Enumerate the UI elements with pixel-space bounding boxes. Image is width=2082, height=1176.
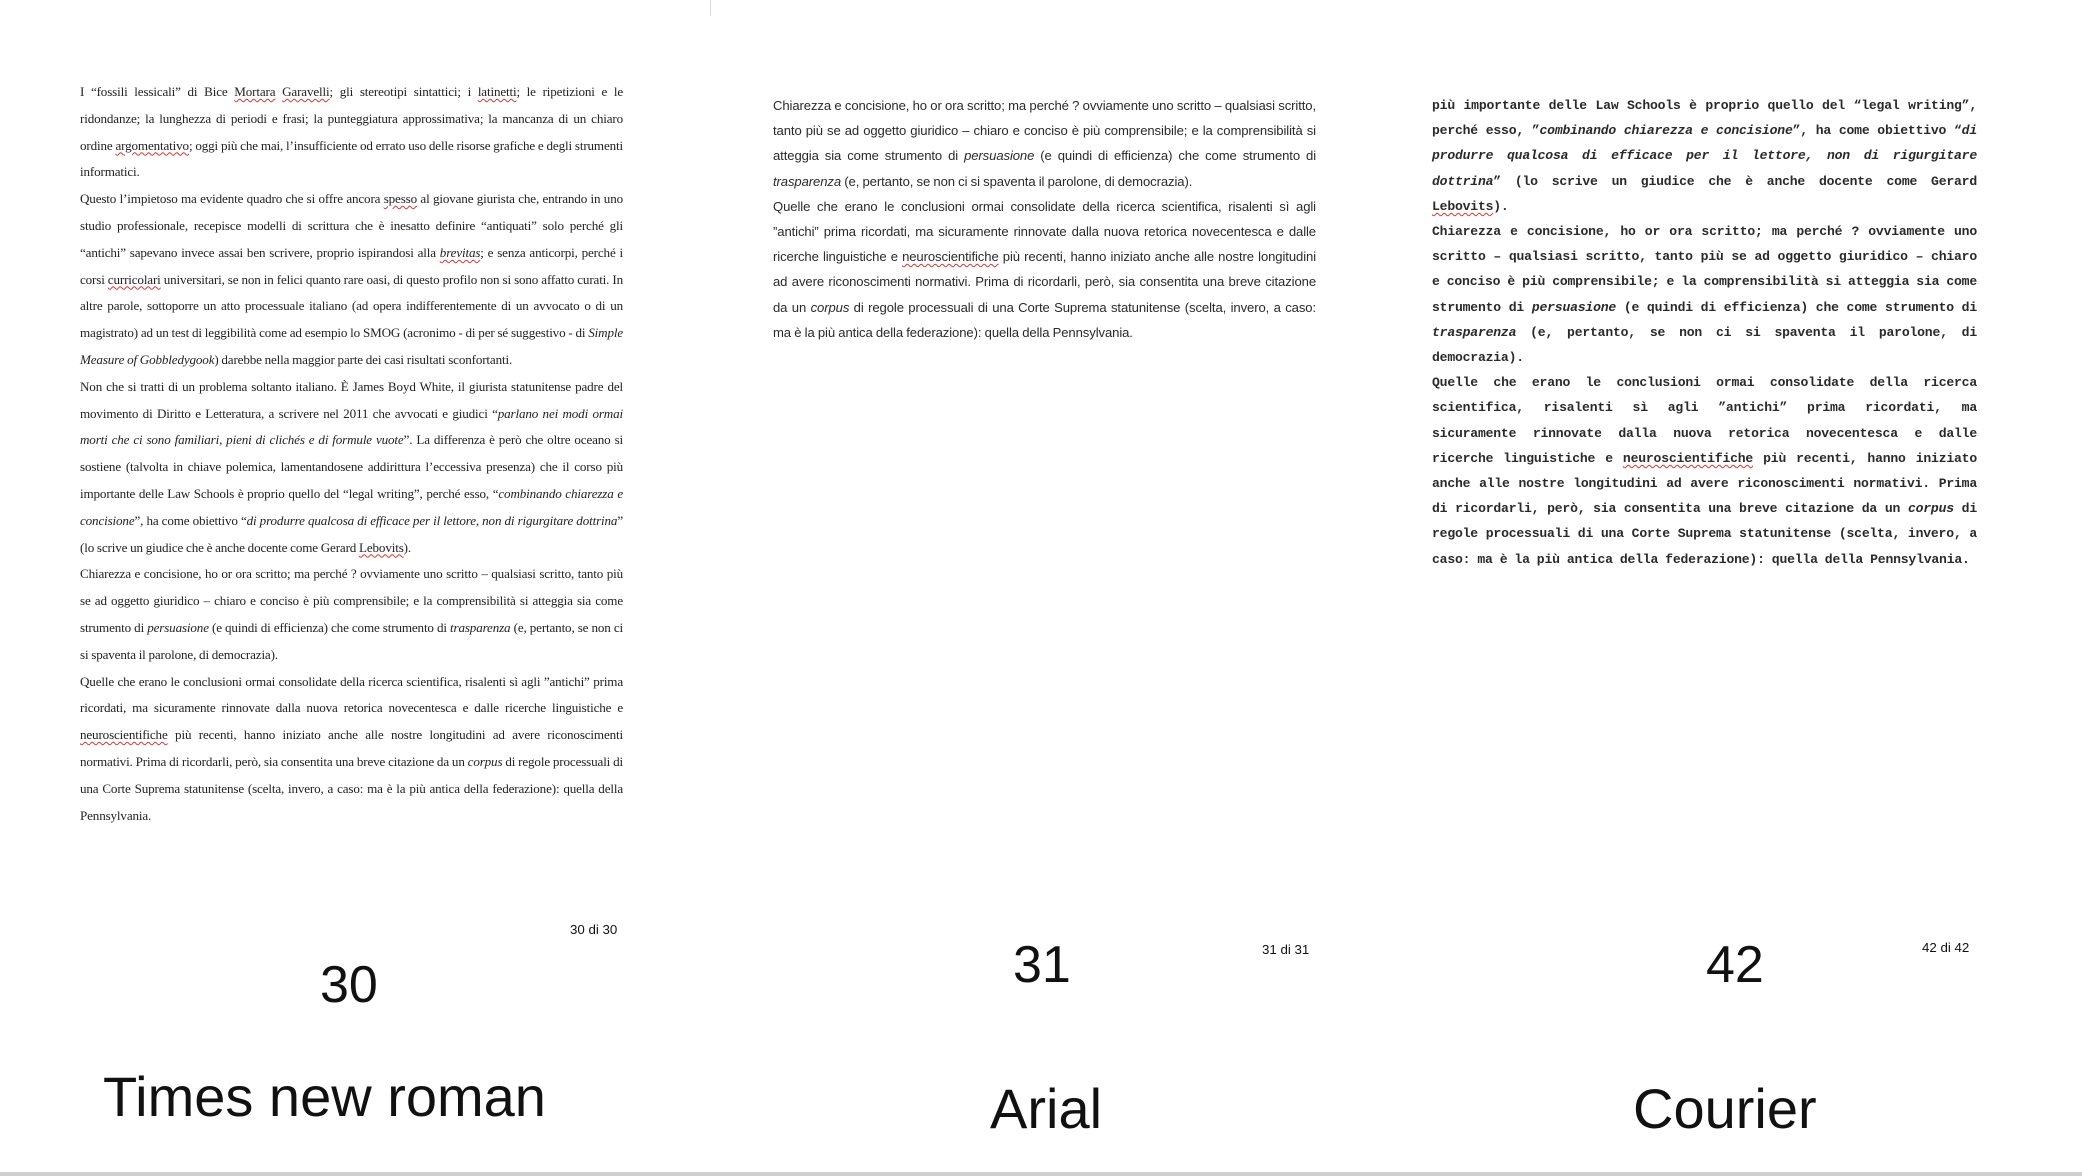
- spellcheck-flagged-word: brevitas: [439, 244, 481, 260]
- text-run: ”, ha come obiettivo “: [1792, 123, 1962, 139]
- italic-run: trasparenza: [450, 619, 511, 635]
- text-run: ”. La differenza è però che oltre oceano si sostiene (talvolta in chiave polemica, lamentandosene addirittura l’eccessiva presenza) che il corso più importante delle Law Schools è proprio quello del “legal writing”, perché esso, “: [80, 432, 624, 501]
- text-run: (e, pertanto, se non ci si spaventa il parolone, di democrazia).: [1432, 324, 1977, 366]
- spellcheck-flagged-word: Lebovits: [359, 539, 404, 555]
- spellcheck-flagged-word: latinetti: [477, 84, 517, 99]
- times-page-count: 30: [320, 956, 378, 1014]
- text-run: ; le ripetizioni e le ridondanze; la lunghezza di periodi e frasi; la punteggiatura approssimativa; la mancanza di un chiaro ordine: [80, 84, 623, 153]
- text-run: ).: [403, 539, 411, 555]
- bottom-scrollbar-track: [0, 1172, 2082, 1176]
- courier-page-count: 42: [1706, 936, 1764, 994]
- italic-run: corpus: [1907, 501, 1954, 517]
- italic-run: persuasione: [147, 619, 209, 635]
- text-run: Questo l’impietoso ma evidente quadro che si offre ancora: [80, 191, 384, 207]
- italic-run: trasparenza: [1432, 324, 1517, 340]
- text-run: più recenti, hanno iniziato anche alle nostre longitudini ad avere riconoscimenti normativi. Prima di ricordarli, però, sia consentita una breve citazione da un: [1432, 450, 1977, 517]
- courier-font-label: Courier: [1633, 1077, 1817, 1140]
- paragraph: [80, 669, 623, 830]
- spellcheck-flagged-word: neuroscientifiche: [902, 249, 999, 265]
- text-run: Quelle che erano le conclusioni ormai consolidate della ricerca scientifica, risalenti sì agli ”antichi” prima ricordati, ma sicuramente rinnovate dalla nuova retorica novecentesca e dalle ricerche linguistiche e: [1432, 375, 1977, 466]
- paragraph: [80, 374, 623, 562]
- arial-page-count: 31: [1013, 936, 1071, 994]
- text-run: (e quindi di efficienza) che come strumento di: [1034, 148, 1316, 164]
- text-run: di regole processuali di una Corte Suprema statunitense (scelta, invero, a caso: ma è la più antica della federazione): quella della Pennsylvania.: [773, 299, 1316, 340]
- paragraph: [1432, 219, 1977, 370]
- text-run: di regole processuali di una Corte Suprema statunitense (scelta, invero, a caso: ma è la più antica della federazione): quella della Pennsylvania.: [1432, 501, 1977, 567]
- text-run: di regole processuali di una Corte Suprema statunitense (scelta, invero, a caso: ma è la più antica della federazione): quella della Pennsylvania.: [80, 753, 623, 823]
- arial-page-footer: 31 di 31: [1262, 942, 1310, 957]
- paragraph: [80, 561, 623, 668]
- text-run: ” (lo scrive un giudice che è anche docente come Gerard: [80, 512, 623, 555]
- italic-run: corpus: [467, 753, 503, 769]
- text-run: (e quindi di efficienza) che come strumento di: [1616, 299, 1977, 315]
- italic-run: di produrre qualcosa di efficace per il lettore, non di rigurgitare dottrina: [246, 512, 618, 528]
- spellcheck-flagged-word: Lebovits: [1432, 198, 1494, 214]
- spellcheck-flagged-word: curricolari: [107, 271, 161, 287]
- text-run: ).: [1493, 198, 1509, 214]
- spellcheck-flagged-word: spesso: [383, 191, 418, 207]
- times-font-label: Times new roman: [103, 1065, 546, 1128]
- paragraph: [1432, 93, 1977, 219]
- text-run: ) darebbe nella maggior parte dei casi risultati sconfortanti.: [214, 351, 513, 367]
- paragraph: [773, 194, 1316, 345]
- text-run: ; gli stereotipi sintattici; i: [329, 84, 478, 99]
- italic-run: parlano nei modi ormai morti che ci sono familiari, pieni di clichés e di formule vuote: [80, 405, 623, 448]
- paragraph: [773, 93, 1316, 194]
- paragraph: [80, 79, 623, 186]
- text-run: (e, pertanto, se non ci si spaventa il parolone, di democrazia).: [80, 619, 623, 662]
- text-run: (e quindi di efficienza) che come strumento di: [208, 619, 451, 635]
- courier-page-text: [1432, 93, 1977, 572]
- spellcheck-flagged-word: argomentativo: [115, 137, 189, 153]
- italic-run: di produrre qualcosa di efficace per il lettore, non di rigurgitare dottrina: [1432, 123, 1977, 189]
- times-page-footer: 30 di 30: [570, 922, 618, 937]
- text-run: universitari, se non in felici quanto rare oasi, di questo profilo non si sono affatto curati. In altre parole, sottoporre un atto processuale italiano (ad opera indifferentemente di un avvocato o di un magistrato) ad un test di leggibilità come ad esempio lo SMOG (acronimo - di per sé suggestivo - di: [80, 271, 623, 341]
- times-page-text: [80, 79, 623, 829]
- paragraph: [80, 186, 623, 374]
- italic-run: trasparenza: [773, 173, 842, 189]
- text-run: più recenti, hanno iniziato anche alle nostre longitudini ad avere riconoscimenti normativi. Prima di ricordarli, però, sia consentita una breve citazione da un: [80, 727, 623, 769]
- italic-run: Simple Measure of Gobbledygook: [80, 325, 623, 367]
- italic-run: combinando chiarezza e concisione: [1539, 123, 1793, 139]
- paragraph: [1432, 370, 1977, 572]
- text-run: Non che si tratti di un problema soltanto italiano. È James Boyd White, il giurista statunitense padre del movimento di Diritto e Letteratura, a scrivere nel 2011 che avvocati e giudici “: [80, 378, 623, 421]
- text-run: al giovane giurista che, entrando in uno studio professionale, recepisce modelli di scrittura che è inesatto definire “antiquati” solo perché gli “antichi” sapevano invece assai ben scrivere, proprio ispirandosi alla: [80, 191, 623, 260]
- arial-page-text: [773, 93, 1316, 345]
- arial-font-label: Arial: [990, 1077, 1103, 1140]
- italic-run: combinando chiarezza e concisione: [80, 485, 623, 528]
- text-run: ”, ha come obiettivo “: [134, 512, 247, 528]
- text-run: ” (lo scrive un giudice che è anche docente come Gerard: [1493, 173, 1977, 189]
- spellcheck-flagged-word: neuroscientifiche: [80, 727, 168, 743]
- text-run: (e, pertanto, se non ci si spaventa il parolone, di democrazia).: [841, 173, 1193, 189]
- italic-run: persuasione: [1531, 299, 1617, 315]
- text-run: I “fossili lessicali” di Bice: [80, 84, 235, 99]
- spellcheck-flagged-word: neuroscientifiche: [1622, 450, 1754, 466]
- text-run: Chiarezza e concisione, ho or ora scritto; ma perché ? ovviamente uno scritto – qualsiasi scritto, tanto più se ad oggetto giuridico – chiaro e conciso è più comprensibile; e la comprensibilità si atteggia sia come strumento di: [773, 98, 1316, 164]
- text-run: Chiarezza e concisione, ho or ora scritto; ma perché ? ovviamente uno scritto – qualsiasi scritto, tanto più se ad oggetto giuridico – chiaro e conciso è più comprensibile; e la comprensibilità si atteggia sia come strumento di: [1432, 224, 1977, 315]
- courier-page-footer: 42 di 42: [1922, 940, 1970, 955]
- spellcheck-flagged-word: Garavelli: [282, 84, 330, 99]
- top-divider: [710, 0, 711, 16]
- text-run: Quelle che erano le conclusioni ormai consolidate della ricerca scientifica, risalenti sì agli ”antichi” prima ricordati, ma sicuramente rinnovate dalla nuova retorica novecentesca e dalle ricerche linguistiche e: [80, 673, 623, 716]
- text-run: più recenti, hanno iniziato anche alle nostre longitudini ad avere riconoscimenti normativi. Prima di ricordarli, però, sia consentita una breve citazione da un: [773, 249, 1317, 315]
- text-run: ; e senza anticorpi, perché i corsi: [80, 244, 623, 287]
- text-run: più importante delle Law Schools è proprio quello del “legal writing”, perché esso, ”: [1432, 98, 1977, 139]
- spellcheck-flagged-word: Mortara: [234, 84, 276, 99]
- text-run: Chiarezza e concisione, ho or ora scritto; ma perché ? ovviamente uno scritto – qualsiasi scritto, tanto più se ad oggetto giuridico – chiaro e conciso è più comprensibile; e la comprensibilità si atteggia sia come strumento di: [80, 566, 623, 635]
- italic-run: persuasione: [964, 148, 1035, 164]
- text-run: ; oggi più che mai, l’insufficiente od errato uso delle risorse grafiche e degli strumenti informatici.: [80, 137, 623, 180]
- text-run: Quelle che erano le conclusioni ormai consolidate della ricerca scientifica, risalenti sì agli ”antichi” prima ricordati, ma sicuramente rinnovate dalla nuova retorica novecentesca e dalle ricerche linguistiche e: [773, 198, 1316, 265]
- italic-run: corpus: [810, 299, 850, 315]
